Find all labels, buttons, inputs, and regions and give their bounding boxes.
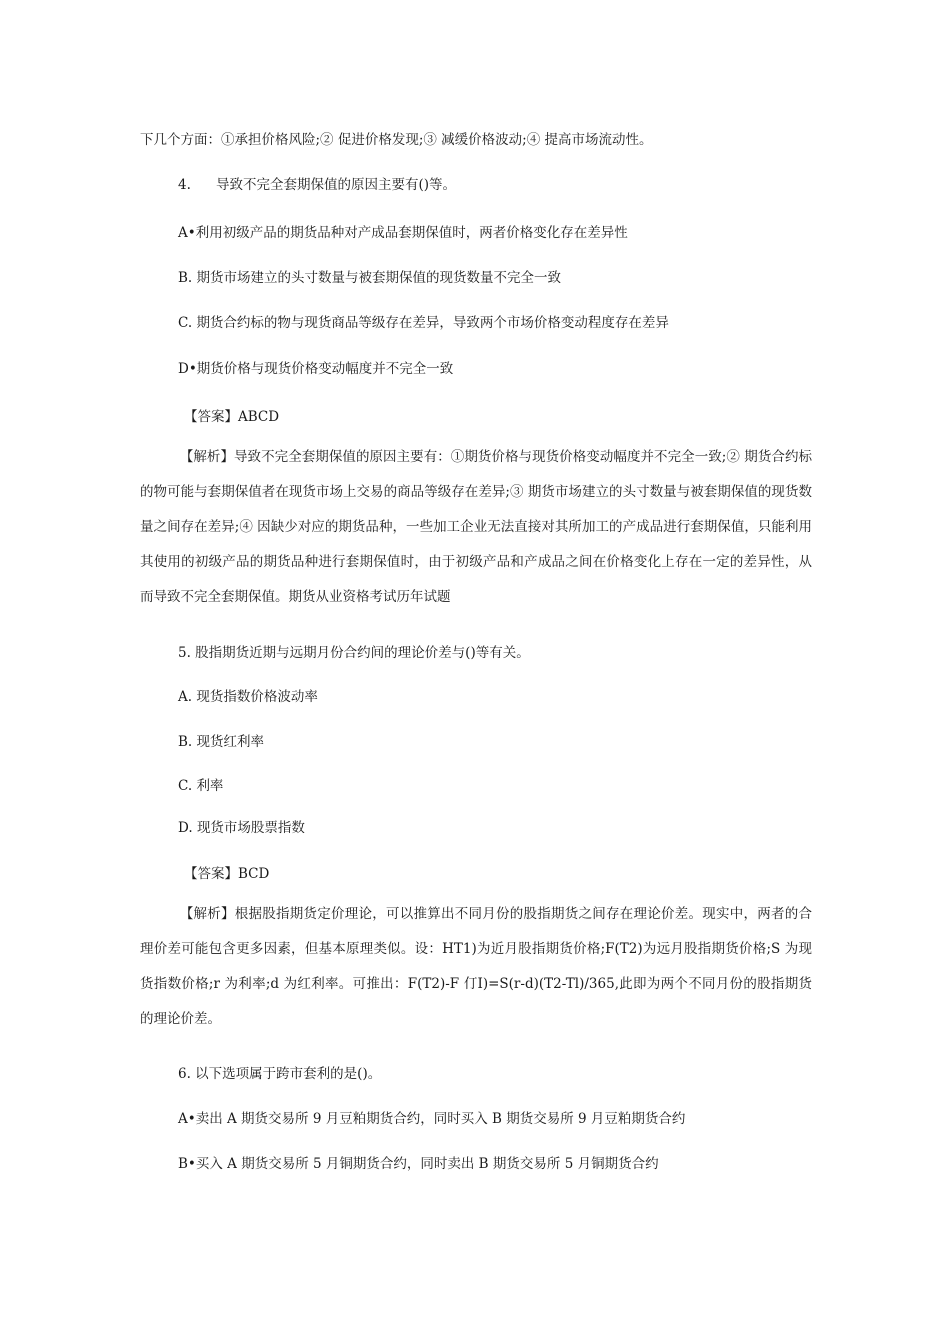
option-letter: D. xyxy=(178,820,197,836)
question-6-stem xyxy=(178,1064,381,1084)
option-text: 现货指数价格波动率 xyxy=(196,689,318,705)
question-6-option-a xyxy=(178,1109,685,1129)
question-text: 以下选项属于跨市套利的是()。 xyxy=(195,1066,382,1082)
question-4-option-d xyxy=(178,359,453,379)
question-5-answer: 【答案】BCD xyxy=(184,866,270,882)
question-4-option-c xyxy=(178,313,669,333)
option-letter: B. xyxy=(178,734,197,750)
question-number: 4. xyxy=(178,177,191,193)
option-letter: C. xyxy=(178,315,197,331)
option-text: 现货市场股票指数 xyxy=(196,820,305,836)
question-5-analysis: 【解析】根据股指期货定价理论，可以推算出不同月份的股指期货之间存在理论价差。现实中，两者的合理价差可能包含更多因素，但基本原理类似。设：HT1)为近月股指期货价格;F(T2)为远月股指期货价格;S 为现货指数价格;r 为利率;d 为红利率。可推出：F(T2)-F 仃I)=S(r-d)(T2-Tl)/365,此即为两个不同月份的股指期货的理论价差。 xyxy=(140,906,812,1027)
option-text: 现货红利率 xyxy=(196,734,265,750)
option-text: 买入 A 期货交易所 5 月铜期货合约，同时卖出 B 期货交易所 5 月铜期货合约 xyxy=(195,1156,659,1172)
option-letter: B. xyxy=(178,270,197,286)
question-5-option-b xyxy=(178,732,264,752)
question-text: 股指期货近期与远期月份合约间的理论价差与()等有关。 xyxy=(195,645,530,661)
option-letter: A• xyxy=(178,1111,196,1127)
option-letter: C. xyxy=(178,778,197,794)
question-5-option-c xyxy=(178,776,223,796)
option-text: 期货合约标的物与现货商品等级存在差异，导致两个市场价格变动程度存在差异 xyxy=(196,315,669,331)
option-letter: D• xyxy=(178,361,197,377)
question-text: 导致不完全套期保值的原因主要有()等。 xyxy=(216,177,457,193)
question-5-option-a xyxy=(178,687,318,707)
question-4-stem xyxy=(178,175,456,195)
question-4-option-a xyxy=(178,223,628,243)
option-letter: A. xyxy=(178,689,197,705)
question-4-answer: 【答案】ABCD xyxy=(184,409,280,425)
option-text: 利用初级产品的期货品种对产成品套期保值时，两者价格变化存在差异性 xyxy=(195,225,628,241)
question-4-option-b xyxy=(178,268,561,288)
option-letter: A• xyxy=(178,225,196,241)
option-text: 期货市场建立的头寸数量与被套期保值的现货数量不完全一致 xyxy=(196,270,562,286)
question-6-option-b xyxy=(178,1154,659,1174)
option-text: 期货价格与现货价格变动幅度并不完全一致 xyxy=(196,361,454,377)
intro-tail-text: 下几个方面：①承担价格风险;② 促进价格发现;③ 减缓价格波动;④ 提高市场流动性。 xyxy=(140,132,653,148)
question-4-analysis: 【解析】导致不完全套期保值的原因主要有：①期货价格与现货价格变动幅度并不完全一致;② 期货合约标的物可能与套期保值者在现货市场上交易的商品等级存在差异;③ 期货市场建立的头寸数量与被套期保值的现货数量之间存在差异;④ 因缺少对应的期货品种，一些加工企业无法直接对其所加工的产成品进行套期保值，只能利用其使用的初级产品的期货品种进行套期保值时，由于初级产品和产成品之间在价格变化上存在一定的差异性，从而导致不完全套期保值。期货从业资格考试历年试题 xyxy=(140,449,812,605)
option-text: 利率 xyxy=(196,778,224,794)
question-number: 6. xyxy=(178,1066,196,1082)
question-number: 5. xyxy=(178,645,196,661)
question-5-option-d xyxy=(178,818,305,838)
option-letter: B• xyxy=(178,1156,196,1172)
option-text: 卖出 A 期货交易所 9 月豆粕期货合约，同时买入 B 期货交易所 9 月豆粕期货合约 xyxy=(195,1111,686,1127)
question-5-stem xyxy=(178,643,530,663)
